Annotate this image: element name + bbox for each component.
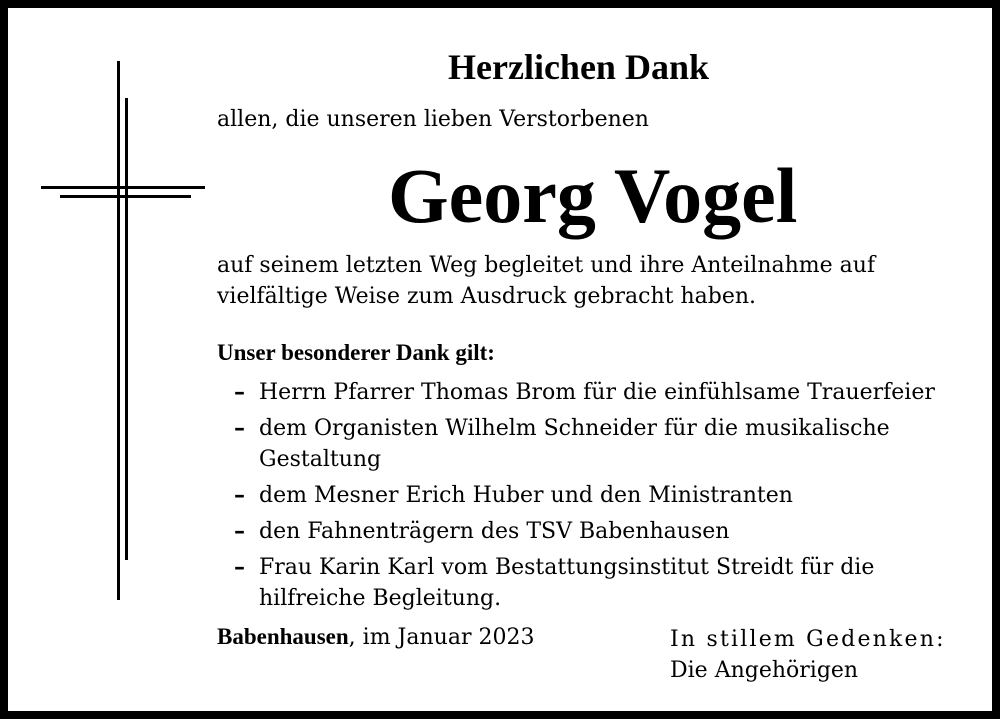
thanks-message: auf seinem letzten Weg begleitet und ihre Anteilnahme auf vielfältige Weise zum Ausdruck gebracht haben. [217, 253, 876, 309]
notice-heading: Herzlichen Dank [448, 47, 709, 87]
list-item [234, 413, 974, 475]
deceased-name: Georg Vogel [388, 152, 798, 239]
list-item-text: dem Mesner Erich Huber und den Ministranten [259, 483, 793, 508]
list-bullet: – [234, 482, 245, 508]
list-item-text: den Fahnenträgern des TSV Babenhausen [259, 519, 730, 544]
list-item-text: Herrn Pfarrer Thomas Brom für die einfühlsame Trauerfeier [259, 380, 935, 405]
signature-block [670, 624, 946, 686]
cross-horizontal-bar [41, 186, 205, 189]
signatories: Die Angehörigen [670, 658, 859, 683]
date-text: , im Januar 2023 [348, 625, 535, 650]
place-and-date [217, 624, 534, 650]
list-item-text: Frau Karin Karl vom Bestattungsinstitut Streidt für die hilfreiche Begleitung. [259, 555, 875, 611]
place-name: Babenhausen [217, 624, 349, 649]
list-bullet: – [234, 415, 245, 441]
list-bullet: – [234, 554, 245, 580]
list-item [234, 516, 974, 547]
closing-line: In stillem Gedenken: [670, 627, 946, 652]
thanks-list [234, 377, 974, 619]
special-thanks-heading: Unser besonderer Dank gilt: [217, 340, 495, 365]
list-item [234, 552, 974, 614]
cross-horizontal-inner-bar [60, 195, 191, 198]
cross-vertical-bar [117, 61, 120, 600]
intro-text: allen, die unseren lieben Verstorbenen [217, 107, 649, 132]
list-item-text: dem Organisten Wilhelm Schneider für die musikalische Gestaltung [259, 416, 890, 472]
list-item [234, 480, 974, 511]
list-item [234, 377, 974, 408]
list-bullet: – [234, 518, 245, 544]
cross-vertical-inner-bar [125, 98, 128, 560]
list-bullet: – [234, 379, 245, 405]
